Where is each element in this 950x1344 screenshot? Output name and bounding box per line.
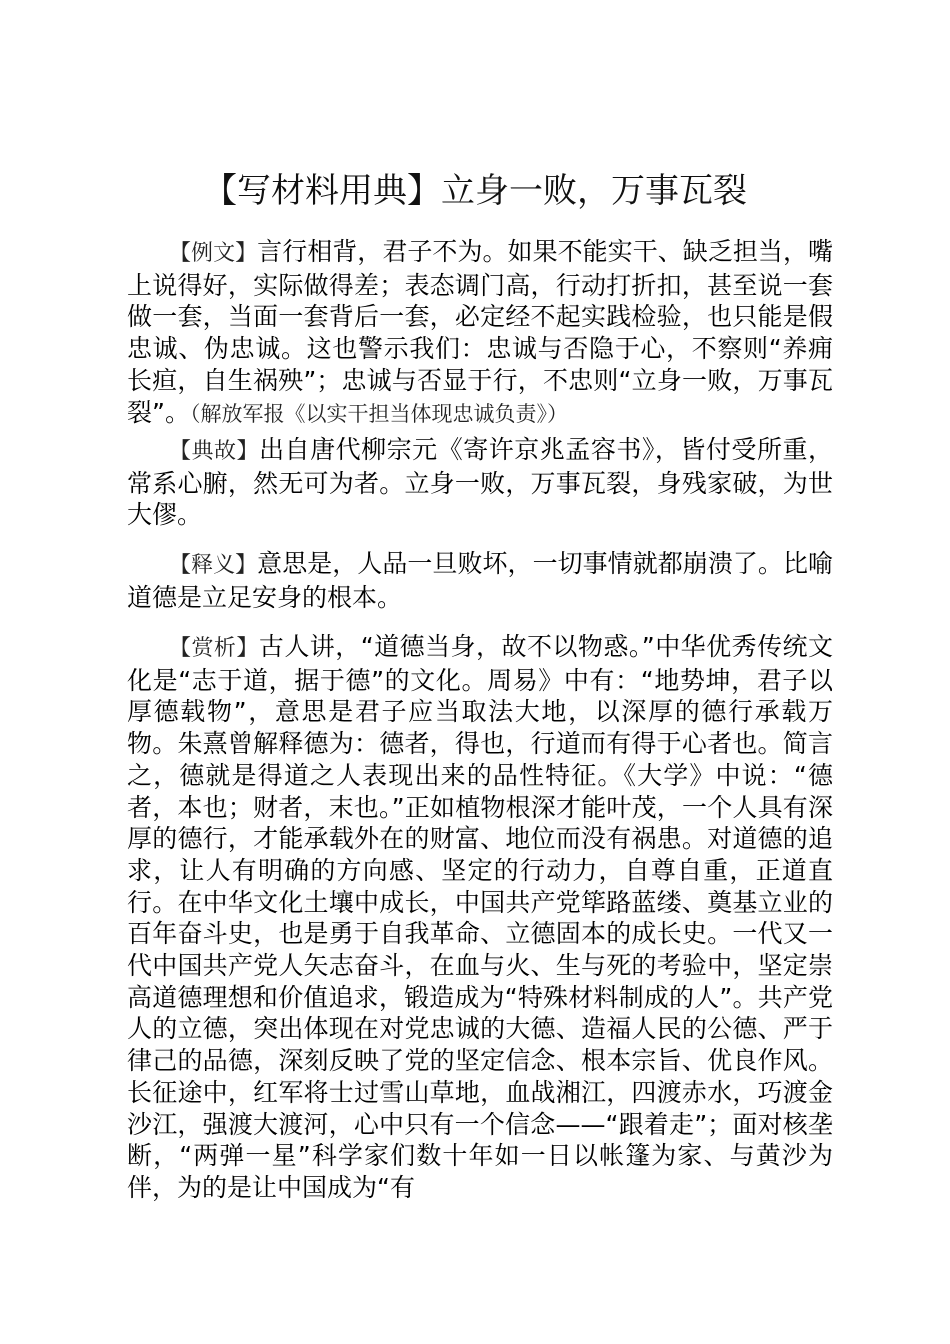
page-title: 【写材料用典】立身一败，万事瓦裂 xyxy=(203,171,747,211)
paragraph-example xyxy=(127,236,833,430)
meaning-text: 意思是，人品一旦败坏，一切事情就都崩溃了。比喻道德是立足安身的根本。 xyxy=(127,549,833,612)
example-tag: 【例文】 xyxy=(169,241,258,266)
appreciation-tag: 【赏析】 xyxy=(169,636,259,661)
meaning-tag: 【释义】 xyxy=(169,553,258,578)
example-text: 言行相背，君子不为。如果不能实干、缺乏担当，嘴上说得好，实际做得差；表态调门高，行动打折扣，甚至说一套做一套，当面一套背后一套，必定经不起实践检验，也只能是假忠诚、伪忠诚。这也警示我们：忠诚与否隐于心，不察则“养痈长疸，自生祸殃”；忠诚与否显于行，不忠则“立身一败，万事瓦裂”。 xyxy=(127,237,833,427)
allusion-text: 出自唐代柳宗元《寄许京兆孟容书》，皆付受所重，常系心腑，然无可为者。立身一败，万事瓦裂，身残家破，为世大僇。 xyxy=(127,435,833,530)
paragraph-meaning xyxy=(127,548,833,613)
paragraph-allusion xyxy=(127,434,833,531)
paragraph-appreciation xyxy=(127,631,833,1204)
appreciation-text: 古人讲，“道德当身，故不以物惑。”中华优秀传统文化是“志于道，据于德”的文化。周易》中有：“地势坤，君子以厚德载物”，意思是君子应当取法大地，以深厚的德行承载万物。朱熹曾解释德为：德者，得也，行道而有得于心者也。简言之，德就是得道之人表现出来的品性特征。《大学》中说：“德者，本也；财者，末也。”正如植物根深才能叶茂，一个人具有深厚的德行，才能承载外在的财富、地位而没有祸患。对道德的追求，让人有明确的方向感、坚定的行动力，自尊自重，正道直行。在中华文化土壤中成长，中国共产党筚路蓝缕、奠基立业的百年奋斗史，也是勇于自我革命、立德固本的成长史。一代又一代中国共产党人矢志奋斗，在血与火、生与死的考验中，坚定崇高道德理想和价值追求，锻造成为“特殊材料制成的人”。共产党人的立德，突出体现在对党忠诚的大德、造福人民的公德、严于律己的品德，深刻反映了党的坚定信念、根本宗旨、优良作风。长征途中，红军将士过雪山草地，血战湘江，四渡赤水，巧渡金沙江，强渡大渡河，心中只有一个信念——“跟着走”；面对核垄断，“两弹一星”科学家们数十年如一日以帐篷为家、与黄沙为伴，为的是让中国成为“有 xyxy=(127,632,833,1202)
example-citation: （解放军报《以实干担当体现忠诚负责》） xyxy=(189,401,568,426)
allusion-tag: 【典故】 xyxy=(169,439,260,464)
